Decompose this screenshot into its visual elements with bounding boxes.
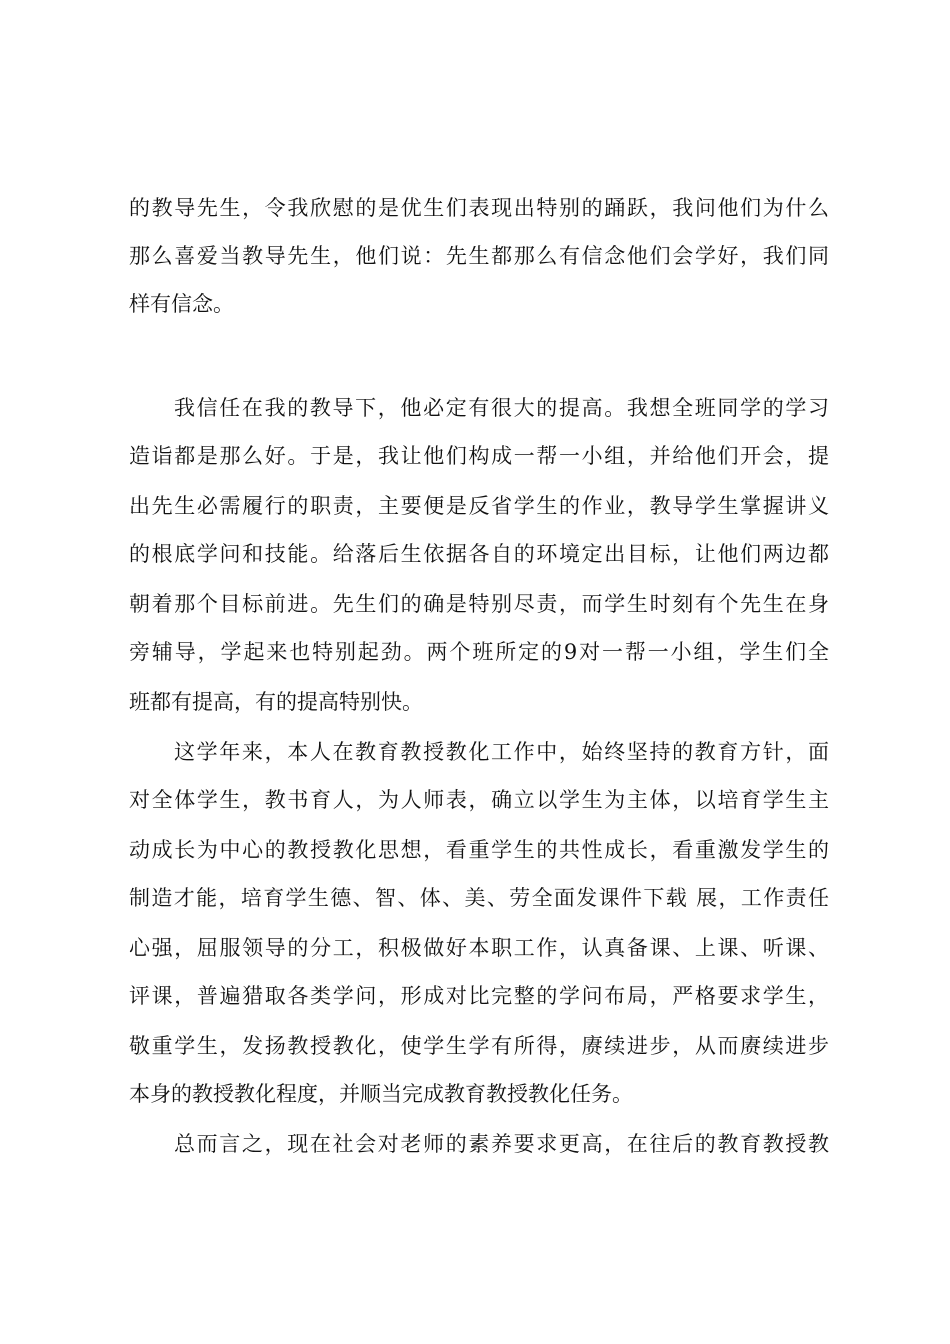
paragraph-1-line-3: 样有信念。	[129, 292, 234, 316]
paragraph-2-line-6: 旁辅导，学起来也特别起劲。两个班所定的9对一帮一小组，学生们全	[129, 640, 829, 664]
paragraph-3-line-4: 制造才能，培育学生德、智、体、美、劳全面发课件下载 展，工作责任	[129, 886, 829, 910]
paragraph-2-line-1: 我信任在我的教导下，他必定有很大的提高。我想全班同学的学习	[174, 396, 829, 420]
paragraph-2-line-7: 班都有提高，有的提高特别快。	[129, 690, 423, 714]
paragraph-1-line-1: 的教导先生，令我欣慰的是优生们表现出特别的踊跃，我问他们为什么	[129, 196, 829, 220]
paragraph-3-line-8: 本身的教授教化程度，并顺当完成教育教授教化任务。	[129, 1082, 633, 1106]
paragraph-4-line-1: 总而言之，现在社会对老师的素养要求更高，在往后的教育教授教	[174, 1132, 829, 1156]
paragraph-1-line-2: 那么喜爱当教导先生，他们说：先生都那么有信念他们会学好，我们同	[129, 244, 829, 268]
paragraph-2-line-2: 造诣都是那么好。于是，我让他们构成一帮一小组，并给他们开会，提	[129, 444, 829, 468]
paragraph-2-line-5: 朝着那个目标前进。先生们的确是特别尽责，而学生时刻有个先生在身	[129, 592, 829, 616]
paragraph-2-line-4: 的根底学问和技能。给落后生依据各自的环境定出目标，让他们两边都	[129, 542, 829, 566]
paragraph-3-line-3: 动成长为中心的教授教化思想，看重学生的共性成长，看重激发学生的	[129, 838, 829, 862]
paragraph-3-line-7: 敬重学生，发扬教授教化，使学生学有所得，赓续进步，从而赓续进步	[129, 1034, 829, 1058]
paragraph-3-line-6: 评课，普遍猎取各类学问，形成对比完整的学问布局，严格要求学生，	[129, 984, 829, 1008]
paragraph-3-line-1: 这学年来，本人在教育教授教化工作中，始终坚持的教育方针，面	[174, 740, 829, 764]
paragraph-3-line-5: 心强，屈服领导的分工，积极做好本职工作，认真备课、上课、听课、	[129, 936, 829, 960]
paragraph-2-line-3: 出先生必需履行的职责，主要便是反省学生的作业，教导学生掌握讲义	[129, 494, 829, 518]
paragraph-3-line-2: 对全体学生，教书育人，为人师表，确立以学生为主体，以培育学生主	[129, 788, 829, 812]
